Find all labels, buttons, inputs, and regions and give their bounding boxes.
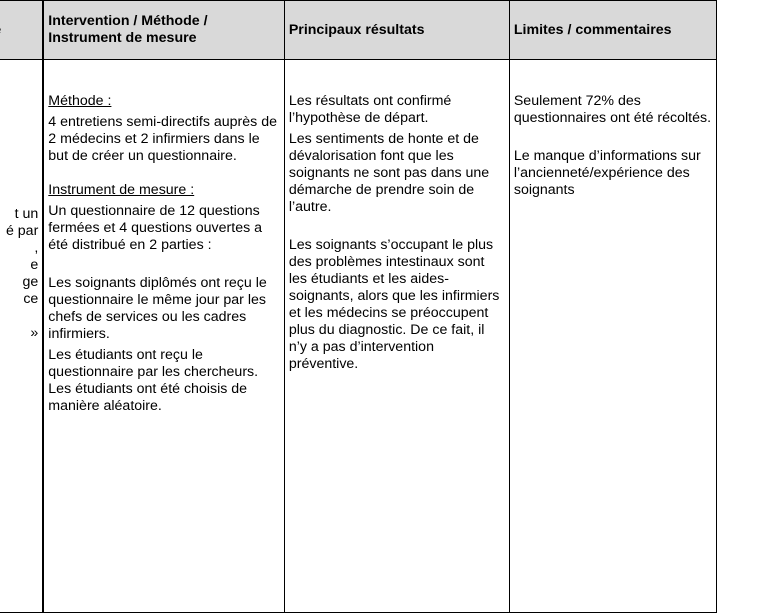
header-limits: Limites / commentaires (509, 1, 716, 60)
limits-paragraph-1: Seulement 72% des questionnaires ont été récoltés. (513, 93, 712, 126)
article-cell (0, 60, 43, 613)
article-fragment: ge (22, 274, 39, 290)
header-intervention-line1: Intervention / Méthode / (48, 13, 208, 29)
methode-text: 4 entretiens semi-directifs auprès de 2 médecins et 2 infirmiers dans le but de créer un questionnaire. (48, 114, 277, 164)
header-intervention-line2: Instrument de mesure (48, 30, 197, 46)
results-paragraph-2: Les sentiments de honte et de dévalorisation font que les soignants ne sont pas dans une démarche de prendre soin de l’autre. (288, 131, 490, 215)
header-article (0, 1, 43, 60)
article-fragment: t un (14, 206, 39, 222)
intervention-cell (43, 60, 284, 613)
diplomes-text: Les soignants diplômés ont reçu le questionnaire le même jour par les chefs de services ou les cadres infirmiers. (48, 275, 267, 342)
article-fragment: é par (5, 223, 39, 239)
instrument-text: Un questionnaire de 12 questions fermées et 4 questions ouvertes a été distribué en 2 parties : (48, 203, 263, 253)
article-fragment: , (34, 240, 39, 256)
limits-paragraph-2: Le manque d’informations sur l’ancienneté/expérience des soignants (513, 148, 701, 198)
methode-label: Méthode : (48, 93, 112, 109)
table-row (0, 60, 717, 613)
results-cell (284, 60, 509, 613)
etudiants-text1: Les étudiants ont reçu le questionnaire par les chercheurs. (48, 347, 259, 380)
limits-cell (509, 60, 716, 613)
table-header-row (0, 1, 717, 60)
article-fragment: » (30, 325, 39, 341)
article-fragment: e (30, 257, 39, 273)
results-paragraph-1: Les résultats ont confirmé l’hypothèse de départ. (288, 93, 452, 126)
instrument-label: Instrument de mesure : (48, 182, 195, 198)
header-results: Principaux résultats (284, 1, 509, 60)
header-intervention (43, 1, 284, 60)
results-paragraph-3: Les soignants s’occupant le plus des problèmes intestinaux sont les étudiants et les aides-soignants, alors que les infirmiers et les médecins se préoccupent plus du diagnostic. De ce fait, il n’y a pas d’intervention préventive. (288, 237, 500, 372)
etudiants-text2: Les étudiants ont été choisis de manière aléatoire. (48, 381, 248, 414)
article-fragment: ce (23, 291, 39, 307)
